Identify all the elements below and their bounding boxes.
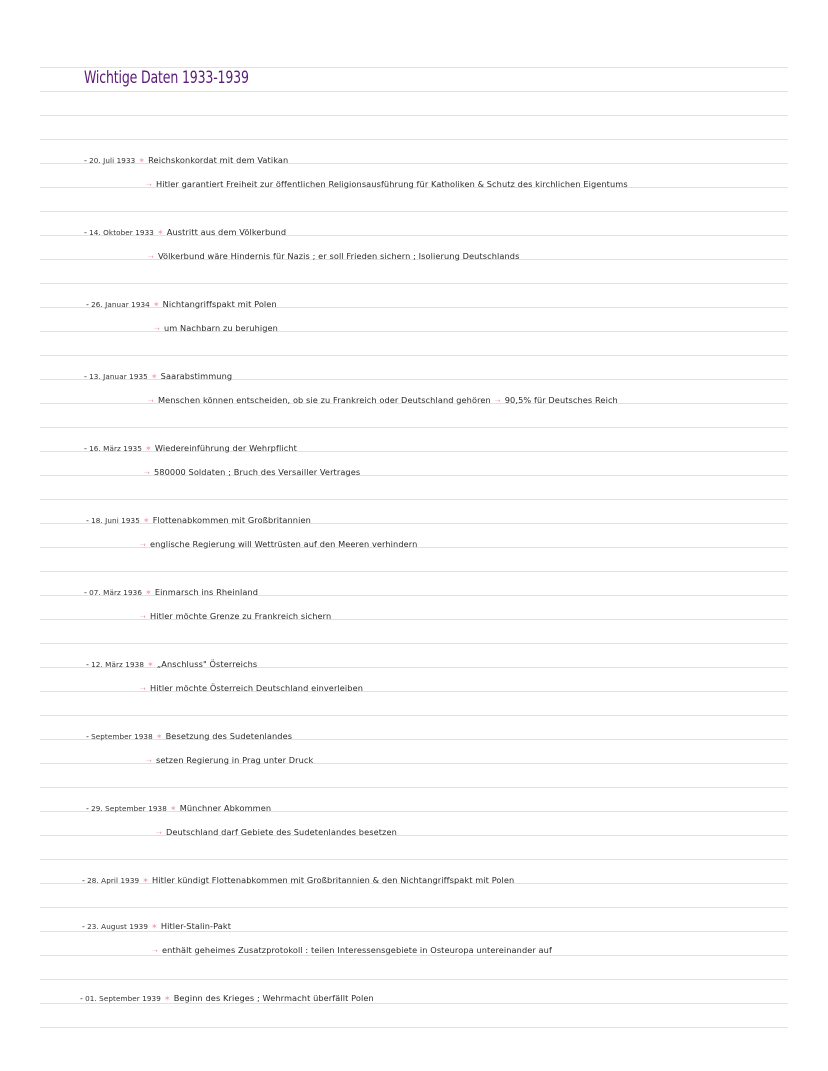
star-icon: ✶ <box>145 444 152 453</box>
ruled-line <box>40 643 788 644</box>
timeline-entry <box>84 227 286 237</box>
entry-date: 23. August 1939 <box>87 922 149 931</box>
entry-date: 16. März 1935 <box>89 444 142 453</box>
entry-event: Besetzung des Sudetenlandes <box>165 731 293 741</box>
timeline-entry <box>82 875 514 885</box>
entry-date: 12. März 1938 <box>91 660 144 669</box>
star-icon: ✶ <box>145 588 152 597</box>
ruled-line <box>40 955 788 956</box>
ruled-line <box>40 1027 788 1028</box>
star-icon: ✶ <box>147 660 154 669</box>
bullet-dash: - <box>86 803 90 813</box>
bullet-dash: - <box>84 371 88 381</box>
entry-detail <box>148 395 618 405</box>
bullet-dash: - <box>86 515 90 525</box>
entry-detail-text: Hitler garantiert Freiheit zur öffentlichen Religionsausführung für Katholiken & Schutz des kirchlichen Eigentums <box>155 179 628 189</box>
arrow-icon: ➝ <box>148 397 154 405</box>
entry-event: Austritt aus dem Völkerbund <box>166 227 287 237</box>
timeline-entry <box>86 299 277 309</box>
entry-date: 20. Juli 1933 <box>89 156 136 165</box>
entry-detail-text: Völkerbund wäre Hindernis für Nazis ; er soll Frieden sichern ; Isolierung Deutschlands <box>157 251 520 261</box>
ruled-line <box>40 931 788 932</box>
entry-detail <box>154 323 278 333</box>
timeline-entry <box>84 443 297 453</box>
ruled-line <box>40 907 788 908</box>
bullet-dash: - <box>84 227 88 237</box>
bullet-dash: - <box>86 731 90 741</box>
entry-event: Nichtangriffspakt mit Polen <box>162 299 277 309</box>
arrow-icon: ➝ <box>154 325 160 333</box>
entry-event: Saarabstimmung <box>160 371 233 381</box>
entry-event: Wiedereinführung der Wehrpflicht <box>154 443 297 453</box>
entry-date: 07. März 1936 <box>89 588 142 597</box>
timeline-entry <box>86 803 271 813</box>
entry-detail <box>156 827 397 837</box>
arrow-icon: ➝ <box>140 685 146 693</box>
entry-detail <box>140 611 331 621</box>
entry-detail <box>140 539 417 549</box>
star-icon: ✶ <box>155 732 163 741</box>
ruled-line <box>40 571 788 572</box>
timeline-entry <box>80 993 374 1003</box>
star-icon: ✶ <box>163 994 171 1003</box>
timeline-entry <box>86 731 292 741</box>
star-icon: ✶ <box>156 228 164 237</box>
entry-event: Hitler kündigt Flottenabkommen mit Großbritannien & den Nichtangriffspakt mit Polen <box>152 875 515 885</box>
arrow-icon: ➝ <box>146 181 152 189</box>
entry-event: Beginn des Krieges ; Wehrmacht überfällt Polen <box>173 993 374 1003</box>
timeline-entry <box>86 515 311 525</box>
bullet-dash: - <box>86 659 90 669</box>
entry-detail-extra: 90,5% für Deutsches Reich <box>504 395 618 405</box>
ruled-line <box>40 115 788 116</box>
entry-event: Reichskonkordat mit dem Vatikan <box>148 155 289 165</box>
arrow-icon: ➝ <box>156 829 162 837</box>
entry-event: Münchner Abkommen <box>179 803 272 813</box>
bullet-dash: - <box>84 443 88 453</box>
entry-detail <box>146 755 313 765</box>
star-icon: ✶ <box>151 922 158 931</box>
entry-date: 18. Juni 1935 <box>91 516 140 525</box>
bullet-dash: - <box>80 993 84 1003</box>
bullet-dash: - <box>84 587 88 597</box>
entry-date: 26. Januar 1934 <box>91 300 150 309</box>
ruled-line <box>40 355 788 356</box>
entry-detail-text: setzen Regierung in Prag unter Druck <box>155 755 314 765</box>
entry-date: 01. September 1939 <box>85 994 161 1003</box>
arrow-icon: ➝ <box>140 541 146 549</box>
arrow-icon: ➝ <box>146 757 152 765</box>
ruled-line <box>40 427 788 428</box>
page-title: Wichtige Daten 1933-1939 <box>84 68 249 88</box>
arrow-icon: ➝ <box>494 397 501 405</box>
bullet-dash: - <box>82 875 86 885</box>
entry-event: Hitler-Stalin-Pakt <box>160 921 232 931</box>
ruled-line <box>40 139 788 140</box>
arrow-icon: ➝ <box>144 469 150 477</box>
entry-detail-text: Hitler möchte Grenze zu Frankreich sichern <box>149 611 332 621</box>
ruled-line <box>40 835 788 836</box>
star-icon: ✶ <box>138 156 146 165</box>
entry-detail <box>144 467 360 477</box>
arrow-icon: ➝ <box>148 253 154 261</box>
entry-detail <box>140 683 363 693</box>
star-icon: ✶ <box>142 876 149 885</box>
ruled-line <box>40 979 788 980</box>
entry-detail-text: um Nachbarn zu beruhigen <box>163 323 278 333</box>
ruled-line <box>40 331 788 332</box>
ruled-line <box>40 1003 788 1004</box>
star-icon: ✶ <box>142 516 150 525</box>
entry-detail-text: enthält geheimes Zusatzprotokoll : teilen Interessensgebiete in Osteuropa untereinander auf <box>161 945 552 955</box>
entry-date: September 1938 <box>91 732 153 741</box>
entry-date: 28. April 1939 <box>87 876 140 885</box>
star-icon: ✶ <box>169 804 177 813</box>
timeline-entry <box>84 587 258 597</box>
star-icon: ✶ <box>152 300 160 309</box>
entry-event: „Anschluss" Österreichs <box>156 659 258 669</box>
timeline-entry <box>82 921 231 931</box>
ruled-line <box>40 787 788 788</box>
star-icon: ✶ <box>150 372 158 381</box>
entry-detail-text: 580000 Soldaten ; Bruch des Versailler Vertrages <box>153 467 361 477</box>
ruled-line <box>40 859 788 860</box>
entry-detail-text: Hitler möchte Österreich Deutschland einverleiben <box>149 683 364 693</box>
ruled-line <box>40 715 788 716</box>
entry-date: 14. Oktober 1933 <box>89 228 154 237</box>
arrow-icon: ➝ <box>140 613 146 621</box>
entry-date: 29. September 1938 <box>91 804 167 813</box>
bullet-dash: - <box>84 155 88 165</box>
entry-detail <box>146 179 628 189</box>
entry-event: Einmarsch ins Rheinland <box>154 587 259 597</box>
entry-detail-text: englische Regierung will Wettrüsten auf den Meeren verhindern <box>149 539 418 549</box>
ruled-line <box>40 91 788 92</box>
ruled-line <box>40 283 788 284</box>
timeline-entry <box>86 659 257 669</box>
ruled-line <box>40 499 788 500</box>
timeline-entry <box>84 371 232 381</box>
entry-event: Flottenabkommen mit Großbritannien <box>152 515 311 525</box>
bullet-dash: - <box>86 299 90 309</box>
arrow-icon: ➝ <box>152 947 158 955</box>
ruled-line <box>40 211 788 212</box>
bullet-dash: - <box>82 921 86 931</box>
entry-detail <box>148 251 519 261</box>
entry-detail-text: Menschen können entscheiden, ob sie zu Frankreich oder Deutschland gehören <box>157 395 491 405</box>
entry-date: 13. Januar 1935 <box>89 372 148 381</box>
entry-detail <box>152 945 552 955</box>
timeline-entry <box>84 155 288 165</box>
entry-detail-text: Deutschland darf Gebiete des Sudetenlandes besetzen <box>165 827 397 837</box>
